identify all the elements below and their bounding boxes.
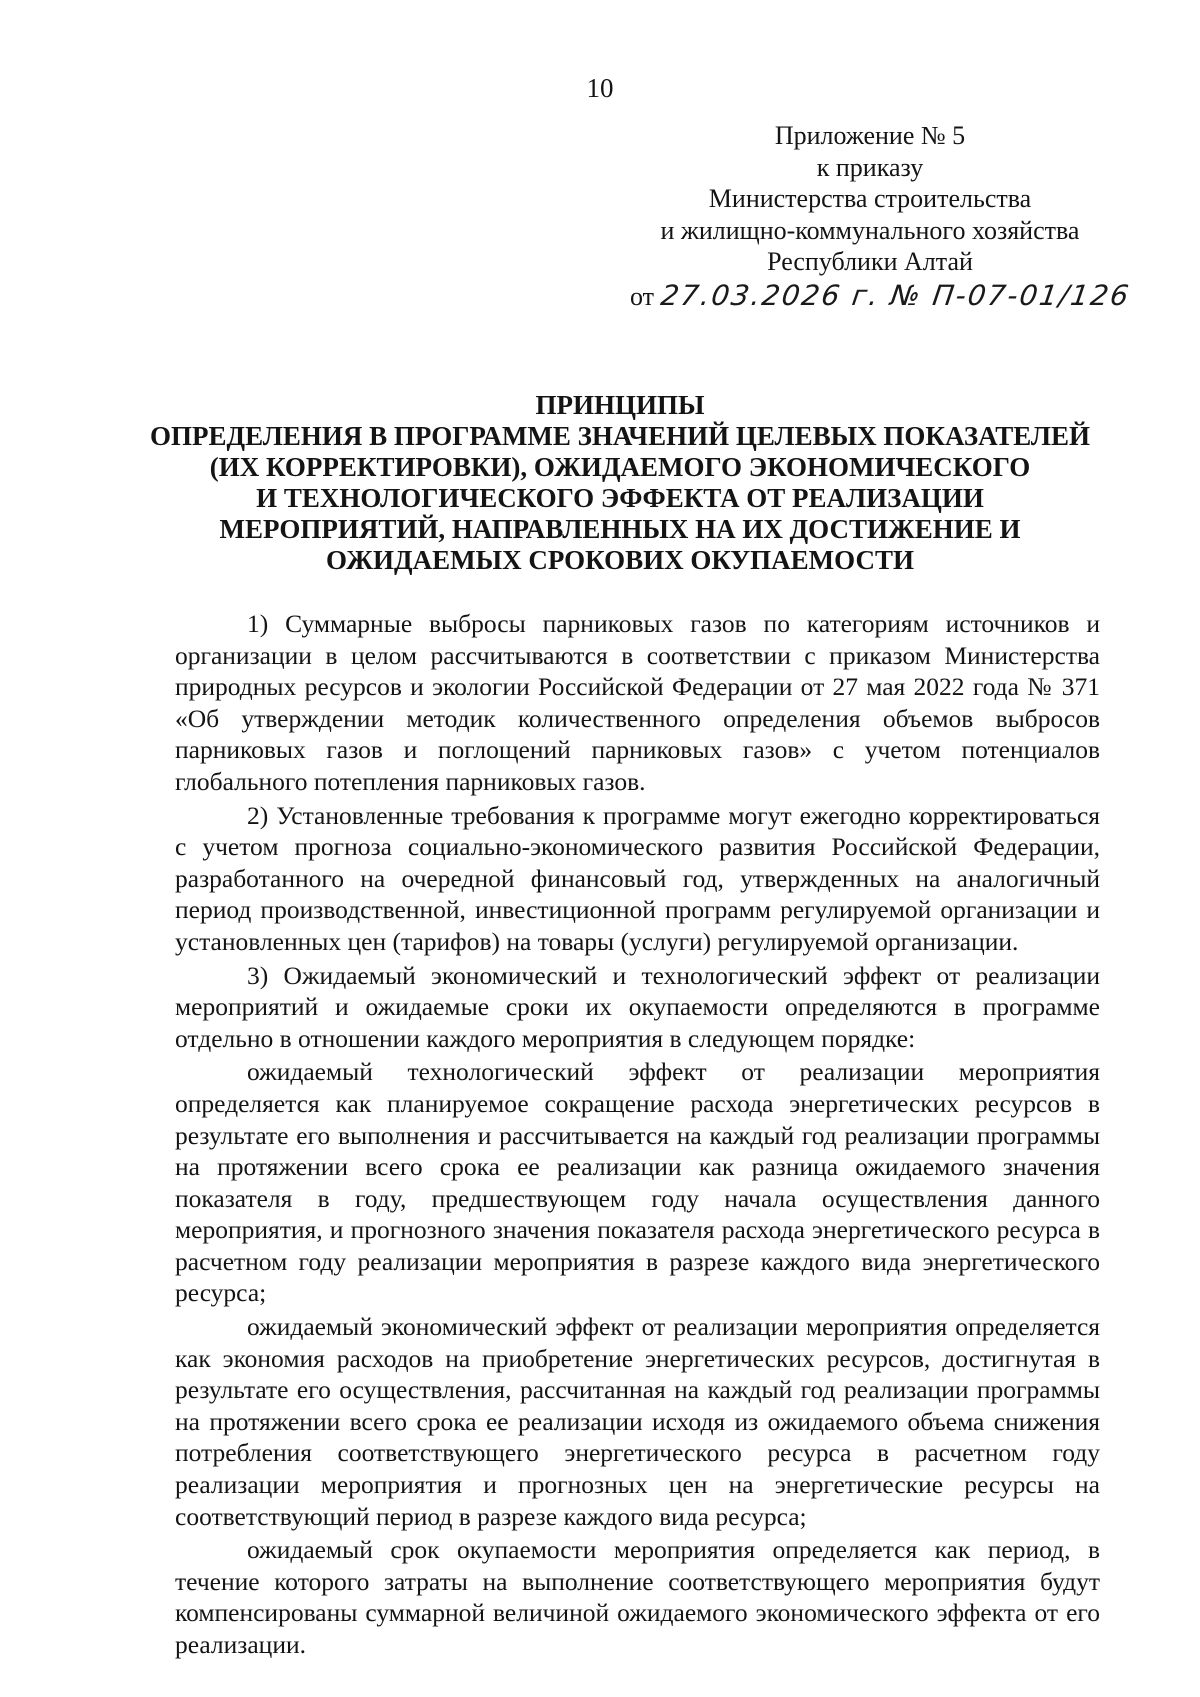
- paragraph-payback-period: ожидаемый срок окупаемости мероприятия определяется как период, в течение которого затраты на выполнение соответствующего мероприятия будут компенсированы суммарной величиной ожидаемого экономического эффекта от его реализации.: [175, 1535, 1100, 1659]
- title-line-2: ОПРЕДЕЛЕНИЯ В ПРОГРАММЕ ЗНАЧЕНИЙ ЦЕЛЕВЫХ ПОКАЗАТЕЛЕЙ: [150, 421, 1091, 451]
- document-body: [175, 608, 1100, 1663]
- appendix-region: Республики Алтай: [767, 247, 973, 276]
- appendix-ministry-line2: и жилищно-коммунального хозяйства: [660, 215, 1080, 245]
- page-number: 10: [586, 73, 614, 103]
- title-line-3: (ИХ КОРРЕКТИРОВКИ), ОЖИДАЕМОГО ЭКОНОМИЧЕСКОГО: [209, 452, 1031, 482]
- appendix-number: Приложение № 5: [774, 121, 966, 150]
- title-line-1: ПРИНЦИПЫ: [535, 390, 705, 420]
- document-title: [150, 390, 1090, 576]
- paragraph-technological-effect: ожидаемый технологический эффект от реализации мероприятия определяется как планируемое сокращение расхода энергетических ресурсов в результате его выполнения и рассчитывается на каждый год реализации программы на протяжении всего срока ее реализации как разница ожидаемого значения показателя в году, предшествующем году начала осуществления данного мероприятия, и прогнозного значения показателя расхода энергетического ресурса в расчетном году реализации мероприятия в разрезе каждого вида энергетического ресурса;: [175, 1057, 1100, 1308]
- paragraph-2: 2) Установленные требования к программе могут ежегодно корректироваться с учетом прогноза социально-экономического развития Российской Федерации, разработанного на очередной финансовый год, утвержденных на аналогичный период производственной, инвестиционной программ регулируемой организации и установленных цен (тарифов) на товары (услуги) регулируемой организации.: [175, 800, 1100, 956]
- paragraph-1: 1) Суммарные выбросы парниковых газов по категориям источников и организации в целом рассчитываются в соответствии с приказом Министерства природных ресурсов и экологии Российской Федерации от 27 мая 2022 года № 371 «Об утверждении методик количественного определения объемов выбросов парниковых газов и поглощений парниковых газов» с учетом потенциалов глобального потепления парниковых газов.: [175, 609, 1100, 796]
- date-prefix: от: [630, 281, 655, 311]
- title-line-4: И ТЕХНОЛОГИЧЕСКОГО ЭФФЕКТА ОТ РЕАЛИЗАЦИИ: [256, 483, 984, 513]
- title-line-5: МЕРОПРИЯТИЙ, НАПРАВЛЕННЫХ НА ИХ ДОСТИЖЕНИЕ И: [219, 514, 1021, 544]
- appendix-ministry-line1: Министерства строительства: [708, 184, 1032, 213]
- paragraph-3: 3) Ожидаемый экономический и технологический эффект от реализации мероприятий и ожидаемые сроки их окупаемости определяются в программе отдельно в отношении каждого мероприятия в следующем порядке:: [175, 960, 1100, 1053]
- paragraph-economic-effect: ожидаемый экономический эффект от реализации мероприятия определяется как экономия расходов на приобретение энергетических ресурсов, достигнутая в результате его осуществления, рассчитанная на каждый год реализации программы на протяжении всего срока ее реализации исходя из ожидаемого объема снижения потребления соответствующего энергетического ресурса в расчетном году реализации мероприятия и прогнозных цен на энергетические ресурсы на соответствующий период в разрезе каждого вида ресурса;: [175, 1312, 1100, 1531]
- appendix-header: [630, 120, 1133, 312]
- title-line-6: ОЖИДАЕМЫХ СРОКОВИХ ОКУПАЕМОСТИ: [325, 545, 915, 575]
- appendix-date-line: [630, 278, 1133, 313]
- handwritten-date-number: 27.03.2026 г. № П-07-01/126: [658, 278, 1133, 312]
- appendix-to-order: к приказу: [816, 152, 924, 182]
